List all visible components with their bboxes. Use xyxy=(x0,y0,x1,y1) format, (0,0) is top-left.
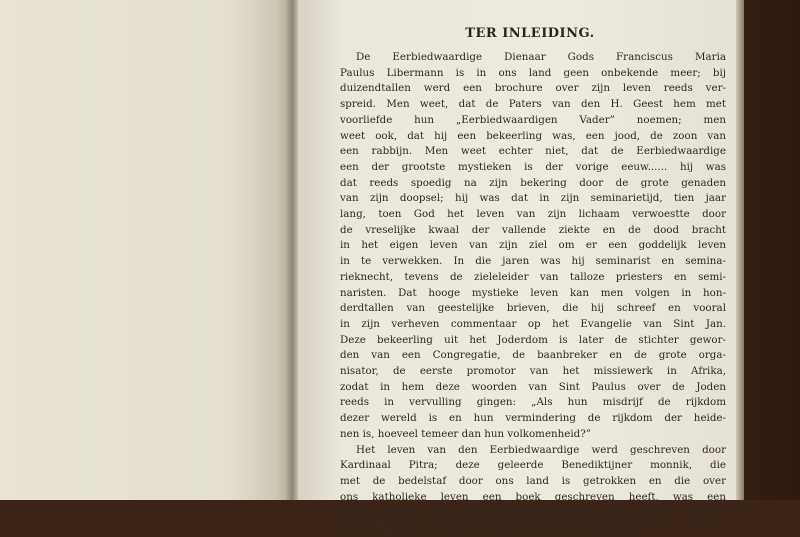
text-line: een der grootste mystieken is der vorige eeuw...... hij was xyxy=(340,160,726,173)
text-line: met de bedelstaf door ons land is getrokken en die over xyxy=(340,474,726,487)
text-line: Paulus Libermann is in ons land geen onbekende meer; bij xyxy=(340,66,726,79)
text-line: reeds in vervulling gingen: „Als hun misdrijf de rijkdom xyxy=(340,396,726,409)
text-line: Het leven van den Eerbiedwaardige werd geschreven door xyxy=(356,443,726,456)
text-line: derdtallen van geestelijke brieven, die hij schreef en vooral xyxy=(340,302,726,315)
text-line: duizendtallen werd een brochure over zijn leven reeds ver- xyxy=(340,82,726,95)
left-page xyxy=(0,0,288,500)
page-edge xyxy=(736,0,744,500)
text-line: Kardinaal Pitra; deze geleerde Benediktijner monnik, die xyxy=(340,459,726,472)
text-line: dat reeds spoedig na zijn bekering door de grote genaden xyxy=(340,176,726,189)
text-line: weet ook, dat hij een bekeerling was, een jood, de zoon van xyxy=(340,129,726,142)
text-line: rieknecht, tevens de zieleleider van talloze priesters en semi- xyxy=(340,270,726,283)
text-line: nisator, de eerste promotor van het missiewerk in Afrika, xyxy=(340,365,726,378)
text-line: beste vriend van den Eerbiedwaardige, die hem gastvrij- xyxy=(340,506,726,519)
text-line: van zijn doopsel; hij was dat in zijn seminarietijd, tien jaar xyxy=(340,192,726,205)
text-line: spreid. Men weet, dat de Paters van den H. Geest hem met xyxy=(340,98,726,111)
text-line: in te verwekken. In die jaren was hij seminarist en semina- xyxy=(340,255,726,268)
page-heading: TER INLEIDING. xyxy=(465,26,595,41)
text-line: den van een Congregatie, de baanbreker en de grote orga- xyxy=(340,349,726,362)
text-line: Deze bekeerling uit het Joderdom is later de stichter gewor- xyxy=(340,333,726,346)
text-line: de vreselijke kwaal der vallende ziekte en de dood bracht xyxy=(340,223,726,236)
text-line: heid verleende en steeds een kamer voor hem beschikbaar xyxy=(340,522,648,535)
text-line: dezer wereld is en hun vermindering de rijkdom der heide- xyxy=(340,412,726,425)
text-line: in zijn verheven commentaar op het Evangelie van Sint Jan. xyxy=(340,317,726,330)
text-line: ons katholieke leven een boek geschreven heeft, was een xyxy=(340,490,726,503)
text-line: De Eerbiedwaardige Dienaar Gods Franciscus Maria xyxy=(356,51,726,63)
text-line: voorliefde hun „Eerbiedwaardigen Vader” noemen; men xyxy=(340,113,726,126)
text-line: naristen. Dat hooge mystieke leven kan men volgen in hon- xyxy=(340,286,726,299)
body-text xyxy=(340,50,726,537)
text-line: in het eigen leven van zijn ziel om er een goddelijk leven xyxy=(340,239,726,252)
text-line: nen is, hoeveel temeer dan hun volkomenheid?” xyxy=(340,427,592,440)
text-line: lang, toen God het leven van zijn lichaam verwoestte door xyxy=(340,208,726,221)
text-line: zodat in hem deze woorden van Sint Paulus over de Joden xyxy=(340,380,726,393)
text-line: een rabbijn. Men weet echter niet, dat de Eerbiedwaardige xyxy=(340,145,726,158)
